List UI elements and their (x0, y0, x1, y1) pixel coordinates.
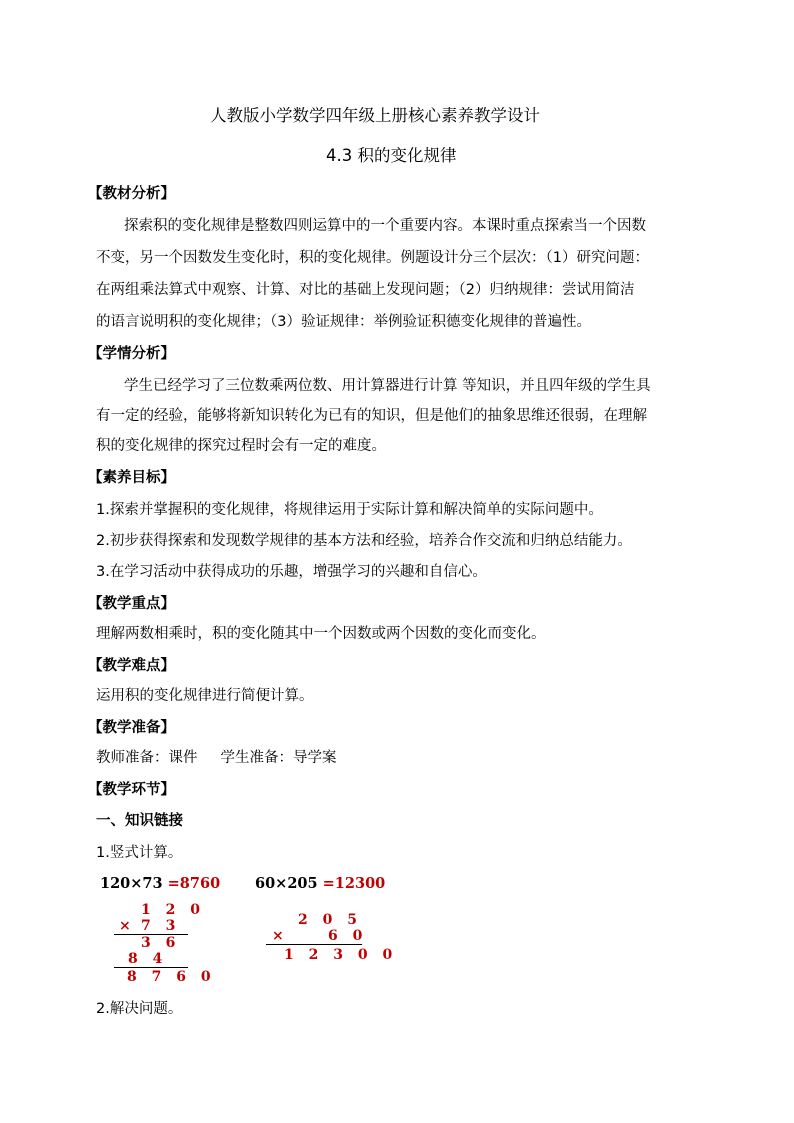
calc2-multiplier: 6 0 (328, 928, 368, 944)
calc1-result: 8 7 6 0 (127, 969, 216, 985)
paragraph-line: 不变，另一个因数发生变化时，积的变化规律。例题设计分三个层次：（1）研究问题： (96, 250, 649, 266)
difficulty-text: 运用积的变化规律进行简便计算。 (96, 688, 314, 704)
section-heading-huanjie: 【教学环节】 (88, 782, 175, 798)
document-title: 人教版小学数学四年级上册核心素养教学设计 (210, 106, 540, 125)
section-heading-xueqing: 【学情分析】 (88, 346, 175, 362)
calc1-multiplicand: 1 2 0 (141, 902, 205, 918)
calc1-expr: 120×73 (100, 875, 168, 892)
paragraph-line: 在两组乘法算式中观察、计算、对比的基础上发现问题；（2）归纳规律：尝试用简洁 (96, 282, 635, 298)
calc2-rule (266, 944, 362, 945)
calc1-expression (100, 874, 220, 894)
calc2-multiplicand: 2 0 5 (298, 912, 362, 928)
paragraph-line: 探索积的变化规律是整数四则运算中的一个重要内容。本课时重点探索当一个因数 (124, 218, 646, 234)
calc2-times-sign: × (272, 928, 289, 944)
calc2-expression (255, 874, 385, 894)
section-heading-nandian: 【教学难点】 (88, 658, 175, 674)
calc1-multiplier: 7 3 (141, 918, 181, 934)
calc1-partial-1: 3 6 (141, 935, 181, 951)
exercise-item: 2.解决问题。 (96, 1001, 183, 1017)
goal-item: 1.探索并掌握积的变化规律，将规律运用于实际计算和解决简单的实际问题中。 (96, 502, 603, 518)
section-heading-jiaocai: 【教材分析】 (88, 186, 175, 202)
calc1-times-sign: × (119, 918, 136, 934)
calc2-expr: 60×205 (255, 875, 323, 892)
calc2-answer: =12300 (322, 875, 386, 892)
goal-item: 3.在学习活动中获得成功的乐趣，增强学习的兴趣和自信心。 (96, 564, 487, 580)
calc2-result: 1 2 3 0 0 (284, 947, 398, 963)
document-subtitle: 4.3 积的变化规律 (326, 146, 457, 165)
exercise-item: 1.竖式计算。 (96, 845, 183, 861)
paragraph-line: 积的变化规律的探究过程时会有一定的难度。 (96, 438, 386, 454)
section-heading-zhunbei: 【教学准备】 (88, 720, 175, 736)
paragraph-line: 有一定的经验，能够将新知识转化为已有的知识，但是他们的抽象思维还很弱，在理解 (96, 408, 647, 424)
section-heading-suyang: 【素养目标】 (88, 470, 175, 486)
key-point-text: 理解两数相乘时，积的变化随其中一个因数或两个因数的变化而变化。 (96, 626, 546, 642)
section-heading-zhongdian: 【教学重点】 (88, 596, 175, 612)
paragraph-line: 的语言说明积的变化规律；（3）验证规律：举例验证积德变化规律的普遍性。 (96, 314, 591, 330)
goal-item: 2.初步获得探索和发现数学规律的基本方法和经验，培养合作交流和归纳总结能力。 (96, 533, 632, 549)
calc1-partial-2: 8 4 (128, 951, 168, 967)
part-heading-knowledge-link: 一、知识链接 (96, 813, 183, 829)
preparation-text: 教师准备：课件 学生准备：导学案 (96, 750, 337, 766)
calc1-answer: =8760 (167, 875, 221, 892)
paragraph-line: 学生已经学习了三位数乘两位数、用计算器进行计算 等知识，并且四年级的学生具 (124, 378, 651, 394)
